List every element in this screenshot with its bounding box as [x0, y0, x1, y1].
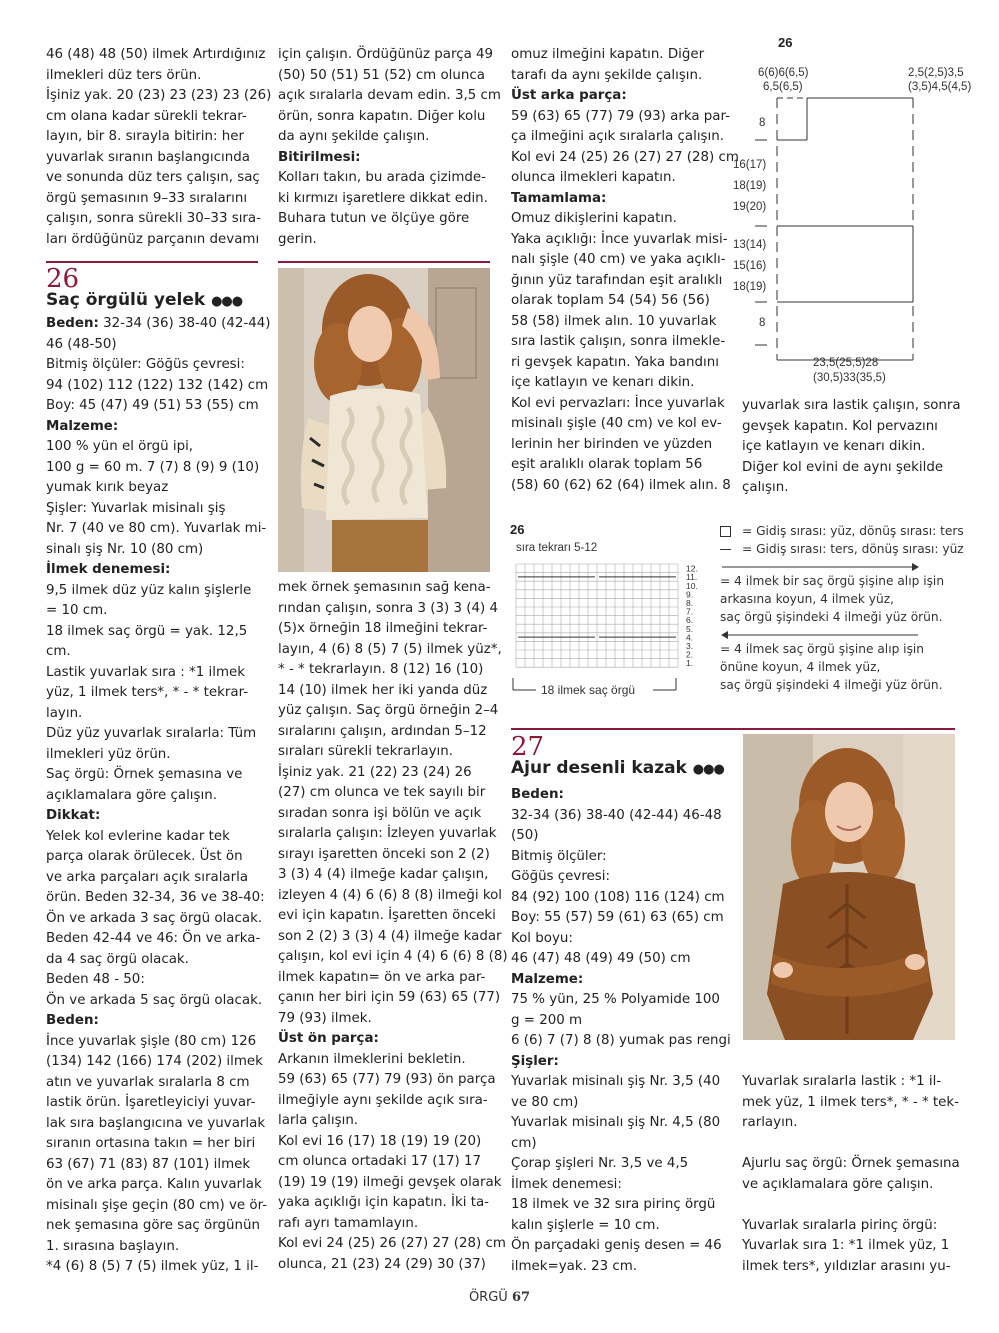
col1-top: [46, 45, 272, 250]
text-line: son 2 (2) 3 (3) 4 (4) ilmeğe kadar: [278, 928, 502, 944]
col3-top: [511, 45, 739, 496]
dash-icon: [720, 549, 731, 550]
text-line: yumak kırık beyaz: [46, 480, 169, 495]
text-line: = 10 cm.: [46, 603, 108, 618]
text-line: yuvarlak sıra lastik çalışın, sonra: [742, 398, 961, 413]
text-line: sıralarla çalışın: İzleyen yuvarlak: [278, 826, 497, 841]
text-line: atın ve yuvarlak sıralarla 8 cm: [46, 1074, 250, 1090]
text-line: 58 (58) ilmek alın. 10 yuvarlak: [511, 313, 717, 329]
magazine-name: ÖRGÜ: [468, 1290, 508, 1305]
text-line: olarak toplam 54 (54) 56 (56): [511, 293, 710, 308]
cable-right-icon: [720, 630, 920, 640]
text-line: ki kırmızı işaretlere dikkat edin.: [278, 190, 488, 206]
text-line: Diğer kol evini de aynı şekilde: [742, 459, 944, 475]
chart-row-number: 2.: [686, 649, 694, 660]
text-line: mek örnek şemasının sağ kena-: [278, 580, 491, 595]
text-line: Bitmiş ölçüler: Göğüs çevresi:: [46, 357, 245, 372]
text-line: misinalı şişe geçin (80 cm) ve ör-: [46, 1197, 268, 1213]
text-line: 46 (48-50): [46, 336, 117, 352]
text-line: (5)x örneğin 18 ilmeğini tekrar-: [278, 621, 488, 636]
text-line: misinalı şişle (40 cm) ve kol ev-: [511, 416, 722, 431]
text-line: cm olunca ortadaki 17 (17) 17: [278, 1154, 482, 1169]
svg-text:19(20): 19(20): [733, 201, 767, 213]
text-line: Göğüs çevresi:: [511, 869, 610, 884]
text-line: Ön ve arkada 3 saç örgü olacak.: [46, 910, 263, 926]
cable-left-icon: [720, 562, 920, 572]
text-line: İnce yuvarlak şişle (80 cm) 126: [46, 1033, 257, 1049]
text-line: Yuvarlak sıralarla lastik : *1 il-: [742, 1074, 942, 1089]
text-line: 18 ilmek ve 32 sıra pirinç örgü: [511, 1197, 716, 1212]
pattern-title-26: Saç örgülü yelek ●●●: [46, 290, 243, 310]
text-line: ilmek=yak. 23 cm.: [511, 1258, 638, 1274]
text-line: 79 (93) ilmek.: [278, 1010, 372, 1026]
text-line: 63 (67) 71 (83) 87 (101) ilmek: [46, 1156, 251, 1172]
text-line: Beden:: [46, 1013, 99, 1028]
text-line: örgü şemasının 9–33 sıralarını: [46, 190, 248, 206]
text-line: Üst ön parça:: [278, 1031, 379, 1046]
text-line: *4 (6) 8 (5) 7 (5) ilmek yüz, 1 il-: [46, 1259, 259, 1274]
col2-bottom: [278, 578, 508, 1275]
text-line: eşit aralıklı olarak toplam 56: [511, 457, 703, 472]
svg-text:15(16): 15(16): [733, 260, 767, 272]
text-line: yüz çalışın. Saç örgü örneğin 2–4: [278, 703, 499, 718]
svg-text:(30,5)33(35,5): (30,5)33(35,5): [813, 372, 886, 384]
text-line: çanın her biri için 59 (63) 65 (77): [278, 990, 501, 1005]
schematic-number: 26: [778, 35, 793, 50]
chart-row-number: 12.: [686, 563, 698, 574]
text-line: larla çalışın.: [278, 1113, 359, 1128]
chart-row-number: 9.: [686, 589, 694, 600]
text-line: Beden 48 - 50:: [46, 972, 145, 987]
photo-sweater: [743, 734, 955, 1040]
section-rule-27: [511, 728, 955, 730]
text-line: Beden 42-44 ve 46: Ön ve arka-: [46, 931, 261, 946]
col4-top: [742, 396, 961, 499]
page-number: 67: [511, 1290, 531, 1305]
text-line: mek yüz, 1 ilmek ters*, * - * tek-: [742, 1094, 960, 1110]
text-line: cm): [511, 1135, 537, 1151]
chart-number: 26: [510, 522, 525, 537]
knitting-chart: [510, 520, 710, 702]
svg-text:18(19): 18(19): [733, 180, 767, 192]
text-line: açıklamalara göre çalışın.: [46, 787, 217, 803]
text-line: Boy: 55 (57) 59 (61) 63 (65) cm: [511, 910, 724, 925]
chart-legend: [720, 522, 980, 694]
text-line: da 4 saç örgü olacak.: [46, 951, 189, 967]
text-line: örün, sonra kapatın. Diğer kolu: [278, 108, 486, 124]
text-line: (58) 60 (62) 62 (64) ilmek alın. 8: [511, 477, 731, 493]
text-line: 46 (48) 48 (50) ilmek Artırdığınız: [46, 47, 266, 62]
text-line: ve arka parçaları açık sıralarla: [46, 869, 249, 885]
legend-item-knit: = Gidiş sırası: yüz, dönüş sırası: ters: [720, 522, 980, 540]
text-line: [742, 1195, 954, 1216]
text-line: Beden: 32-34 (36) 38-40 (42-44): [46, 316, 271, 331]
text-line: Saç örgü: Örnek şemasına ve: [46, 767, 243, 782]
text-line: parça olarak örülecek. Üst ön: [46, 849, 243, 864]
text-line: cm olana kadar sürekli tekrar-: [46, 108, 247, 124]
pattern-title-27: Ajur desenli kazak ●●●: [511, 758, 724, 778]
text-line: (27) cm olunca ve tek sayılı bir: [278, 785, 486, 800]
text-line: 46 (47) 48 (49) 49 (50) cm: [511, 951, 691, 966]
svg-text:8: 8: [759, 117, 766, 129]
text-line: Ajurlu saç örgü: Örnek şemasına: [742, 1156, 960, 1171]
text-line: İlmek denemesi:: [511, 1176, 622, 1192]
text-line: 1. sırasına başlayın.: [46, 1238, 180, 1254]
text-line: sıranın ortasına takın = her biri: [46, 1136, 256, 1151]
text-line: yüz, 1 ilmek ters*, * - * tekrar-: [46, 685, 249, 700]
text-line: (50) 50 (51) 51 (52) cm olunca: [278, 67, 485, 83]
chart-row-number: 10.: [686, 580, 698, 591]
text-line: içe katlayın ve kenarı dikin.: [511, 375, 695, 390]
text-line: 59 (63) 65 (77) 79 (93) ön parça: [278, 1072, 496, 1087]
text-line: Omuz dikişlerini kapatın.: [511, 211, 677, 226]
text-line: çalışın.: [742, 480, 789, 495]
text-line: da aynı şekilde çalışın.: [278, 129, 430, 144]
text-line: 6 (6) 7 (7) 8 (8) yumak pas rengi: [511, 1033, 731, 1048]
text-line: tarafı da aynı şekilde çalışın.: [511, 67, 703, 83]
col4-bottom: [742, 1072, 960, 1277]
text-line: ön ve arka parça. Kalın yuvarlak: [46, 1177, 262, 1192]
text-line: ğının yüz tarafından eşit aralıklı: [511, 272, 723, 288]
svg-text:6(6)6(6,5): 6(6)6(6,5): [758, 67, 809, 79]
text-line: evi için kapatın. İşaretten önceki: [278, 908, 496, 923]
schematic-diagram: [725, 30, 995, 392]
text-line: Bitirilmesi:: [278, 149, 361, 165]
text-line: Ön parçadaki geniş desen = 46: [511, 1238, 722, 1253]
text-line: 75 % yün, 25 % Polyamide 100: [511, 992, 720, 1007]
text-line: lak sıra başlangıcına ve yuvarlak: [46, 1115, 266, 1131]
text-line: İlmek denemesi:: [46, 562, 171, 577]
text-line: Şişler:: [511, 1053, 559, 1069]
text-line: Kol evi 24 (25) 26 (27) 27 (28) cm: [511, 149, 739, 165]
text-line: sıraları sürekli tekrarlayın.: [278, 744, 453, 759]
text-line: sıra lastik çalışın, sonra ilmekle-: [511, 334, 726, 349]
text-line: 84 (92) 100 (108) 116 (124) cm: [511, 889, 725, 905]
text-line: Dikkat:: [46, 808, 101, 823]
text-line: rafı ayrı tamamlayın.: [278, 1215, 419, 1231]
text-line: nalı şişle (40 cm) ve yaka açıklı-: [511, 252, 726, 267]
legend-item-purl: = Gidiş sırası: ters, dönüş sırası: yüz: [720, 540, 980, 558]
chart-row-number: 6.: [686, 615, 694, 626]
text-line: Beden:: [511, 787, 564, 802]
text-line: lastik örün. İşaretleyiciyi yuvar-: [46, 1095, 256, 1110]
text-line: g = 200 m: [511, 1012, 583, 1028]
text-line: Yelek kol evlerine kadar tek: [46, 828, 230, 844]
text-line: Düz yüz yuvarlak sıralarla: Tüm: [46, 726, 257, 741]
chart-row-number: 8.: [686, 598, 694, 608]
chart-bottom-label: 18 ilmek saç örgü: [541, 683, 636, 697]
legend-item-cable-back: = 4 ilmek bir saç örgü şişine alıp işin arkasına koyun, 4 ilmek yüz, saç örgü şişindeki 4 ilmeği yüz örün.: [720, 574, 945, 624]
text-line: ları ördüğünüz parçanın devamı: [46, 231, 260, 247]
text-line: ilmekleri yüz örün.: [46, 746, 171, 762]
text-line: ve sonunda düz ters çalışın, saç: [46, 170, 260, 185]
text-line: kalın şişlerle = 10 cm.: [511, 1217, 660, 1233]
text-line: Tamamlama:: [511, 190, 607, 206]
section-rule: [278, 261, 490, 263]
text-line: Yuvarlak misinalı şiş Nr. 3,5 (40: [511, 1074, 721, 1089]
text-line: gevşek kapatın. Kol pervazını: [742, 418, 938, 434]
text-line: çalışın, sonra sürekli 30–33 sıra-: [46, 211, 261, 226]
text-line: Kol evi 16 (17) 18 (19) 19 (20): [278, 1133, 482, 1149]
text-line: Çorap şişleri Nr. 3,5 ve 4,5: [511, 1156, 689, 1171]
chart-row-number: 7.: [686, 606, 694, 617]
text-line: ilmek ters*, yıldızlar arasını yu-: [742, 1258, 951, 1274]
text-line: 100 % yün el örgü ipi,: [46, 439, 194, 454]
text-line: (50): [511, 828, 539, 843]
text-line: 59 (63) 65 (77) 79 (93) arka par-: [511, 108, 730, 124]
svg-text:(3,5)4,5(4,5): (3,5)4,5(4,5): [908, 81, 972, 93]
text-line: layın.: [46, 705, 83, 721]
text-line: 3 (3) 4 (4) ilmeğe kadar çalışın,: [278, 867, 489, 882]
text-line: sıralarını çalışın, ardından 5–12: [278, 723, 487, 739]
text-line: 94 (102) 112 (122) 132 (142) cm: [46, 377, 269, 393]
text-line: çalışın, kol evi için 4 (4) 6 (6) 8 (8): [278, 949, 508, 964]
text-line: sırayı işaretten önceki son 2 (2): [278, 846, 490, 862]
text-line: İşiniz yak. 21 (22) 23 (24) 26: [278, 764, 472, 780]
text-line: içe katlayın ve kenarı dikin.: [742, 439, 926, 454]
text-line: layın, 4 (6) 8 (5) 7 (5) ilmek yüz*,: [278, 641, 502, 657]
text-line: Kolları takın, bu arada çizimde-: [278, 170, 486, 185]
pattern-number-27: 27: [511, 732, 545, 762]
chart-row-number: 4.: [686, 632, 694, 643]
text-line: olunca ilmekleri kapatın.: [511, 170, 676, 185]
text-line: ilmekleri düz ters örün.: [46, 67, 202, 83]
chart-row-number: 5.: [686, 623, 694, 634]
text-line: Malzeme:: [46, 418, 119, 434]
text-line: sinalı şiş Nr. 10 (80 cm): [46, 541, 204, 557]
square-icon: [720, 526, 731, 537]
pattern-number-26: 26: [46, 264, 80, 294]
text-line: izleyen 4 (4) 6 (6) 8 (8) ilmeği kol: [278, 887, 503, 903]
photo-vest: [278, 268, 490, 572]
svg-text:16(17): 16(17): [733, 159, 767, 171]
text-line: Yuvarlak misinalı şiş Nr. 4,5 (80: [511, 1115, 721, 1130]
difficulty-icon: ●●●: [211, 294, 243, 309]
text-line: açık sıralarla devam edin. 3,5 cm: [278, 88, 501, 103]
text-line: ilmeğiyle aynı şekilde açık sıra-: [278, 1092, 488, 1108]
text-line: (134) 142 (166) 174 (202) ilmek: [46, 1054, 263, 1069]
text-line: Yuvarlak sıralarla pirinç örgü:: [742, 1217, 938, 1233]
chart-row-number: 1.: [686, 658, 694, 669]
text-line: 18 ilmek saç örgü = yak. 12,5: [46, 623, 248, 639]
text-line: yuvarlak sıranın başlangıcında: [46, 149, 250, 165]
svg-text:8: 8: [759, 317, 766, 329]
text-line: Yaka açıklığı: İnce yuvarlak misi-: [511, 231, 728, 247]
text-line: 32-34 (36) 38-40 (42-44) 46-48: [511, 807, 722, 823]
text-line: Nr. 7 (40 ve 80 cm). Yuvarlak mi-: [46, 521, 267, 536]
text-line: 14 (10) ilmek her iki yanda düz: [278, 682, 488, 698]
text-line: omuz ilmeğini kapatın. Diğer: [511, 47, 705, 62]
chart-row-number: 11.: [686, 572, 698, 583]
text-line: Ön ve arkada 5 saç örgü olacak.: [46, 992, 263, 1008]
text-line: * - * tekrarlayın. 8 (12) 16 (10): [278, 662, 484, 677]
text-line: İşiniz yak. 20 (23) 23 (23) 23 (26): [46, 88, 272, 103]
svg-text:23,5(25,5)28: 23,5(25,5)28: [813, 357, 879, 369]
text-line: rından çalışın, sonra 3 (3) 3 (4) 4: [278, 600, 499, 616]
text-line: gerin.: [278, 231, 317, 247]
text-line: 100 g = 60 m. 7 (7) 8 (9) 9 (10): [46, 459, 260, 475]
text-line: Şişler: Yuvarlak misinalı şiş: [46, 500, 226, 516]
text-line: layın, bir 8. sırayla bitirin: her: [46, 129, 245, 144]
svg-text:13(14): 13(14): [733, 239, 767, 251]
legend-item-cable-front: = 4 ilmek saç örgü şişine alıp işin önüne koyun, 4 ilmek yüz, saç örgü şişindeki 4 ilmeği yüz örün.: [720, 642, 943, 692]
text-line: örün. Beden 32-34, 36 ve 38-40:: [46, 890, 265, 905]
text-line: (19) 19 (19) ilmeği gevşek olarak: [278, 1174, 502, 1190]
text-line: Kol boyu:: [511, 930, 573, 946]
text-line: için çalışın. Ördüğünüz parça 49: [278, 47, 494, 62]
text-line: ri gevşek kapatın. Yaka bandını: [511, 354, 719, 370]
text-line: ve açıklamalara göre çalışın.: [742, 1176, 934, 1192]
text-line: cm.: [46, 644, 71, 659]
text-line: Bitmiş ölçüler:: [511, 848, 607, 864]
chart-row-number: 3.: [686, 641, 694, 651]
col2-top: [278, 45, 501, 250]
text-line: Kol evi 24 (25) 26 (27) 27 (28) cm: [278, 1236, 506, 1251]
text-line: Kol evi pervazları: İnce yuvarlak: [511, 395, 725, 411]
difficulty-icon: ●●●: [692, 762, 724, 777]
col1-body: [46, 314, 271, 1278]
text-line: Üst arka parça:: [511, 88, 627, 103]
page-footer: [0, 1290, 999, 1305]
text-line: [742, 1134, 954, 1155]
text-line: 9,5 ilmek düz yüz kalın şişlerle: [46, 582, 252, 598]
text-line: olunca, 21 (23) 24 (29) 30 (37): [278, 1256, 486, 1272]
text-line: yaka açıklığı için kapatın. İki ta-: [278, 1195, 489, 1210]
col3-bottom: [511, 785, 731, 1277]
text-line: nek şemasına göre saç örgünün: [46, 1218, 260, 1233]
text-line: ilmek kapatın= ön ve arka par-: [278, 969, 486, 985]
text-line: Buhara tutun ve ölçüye göre: [278, 211, 470, 226]
svg-text:6,5(6,5): 6,5(6,5): [763, 81, 803, 93]
text-line: ve 80 cm): [511, 1094, 579, 1110]
text-line: Malzeme:: [511, 971, 584, 987]
text-line: ça ilmeğini açık sıralarla çalışın.: [511, 129, 725, 144]
text-line: Arkanın ilmeklerini bekletin.: [278, 1051, 466, 1067]
text-line: Boy: 45 (47) 49 (51) 53 (55) cm: [46, 398, 259, 413]
text-line: Lastik yuvarlak sıra : *1 ilmek: [46, 664, 245, 680]
text-line: rarlayın.: [742, 1115, 798, 1130]
text-line: sıradan sonra işi bölün ve açık: [278, 805, 482, 821]
section-rule: [46, 261, 258, 263]
chart-subtitle: sıra tekrarı 5-12: [516, 542, 598, 554]
svg-text:2,5(2,5)3,5: 2,5(2,5)3,5: [908, 67, 964, 79]
text-line: lerinin her birinden ve yüzden: [511, 436, 713, 452]
text-line: Yuvarlak sıra 1: *1 ilmek yüz, 1: [742, 1238, 950, 1253]
svg-text:18(19): 18(19): [733, 281, 767, 293]
